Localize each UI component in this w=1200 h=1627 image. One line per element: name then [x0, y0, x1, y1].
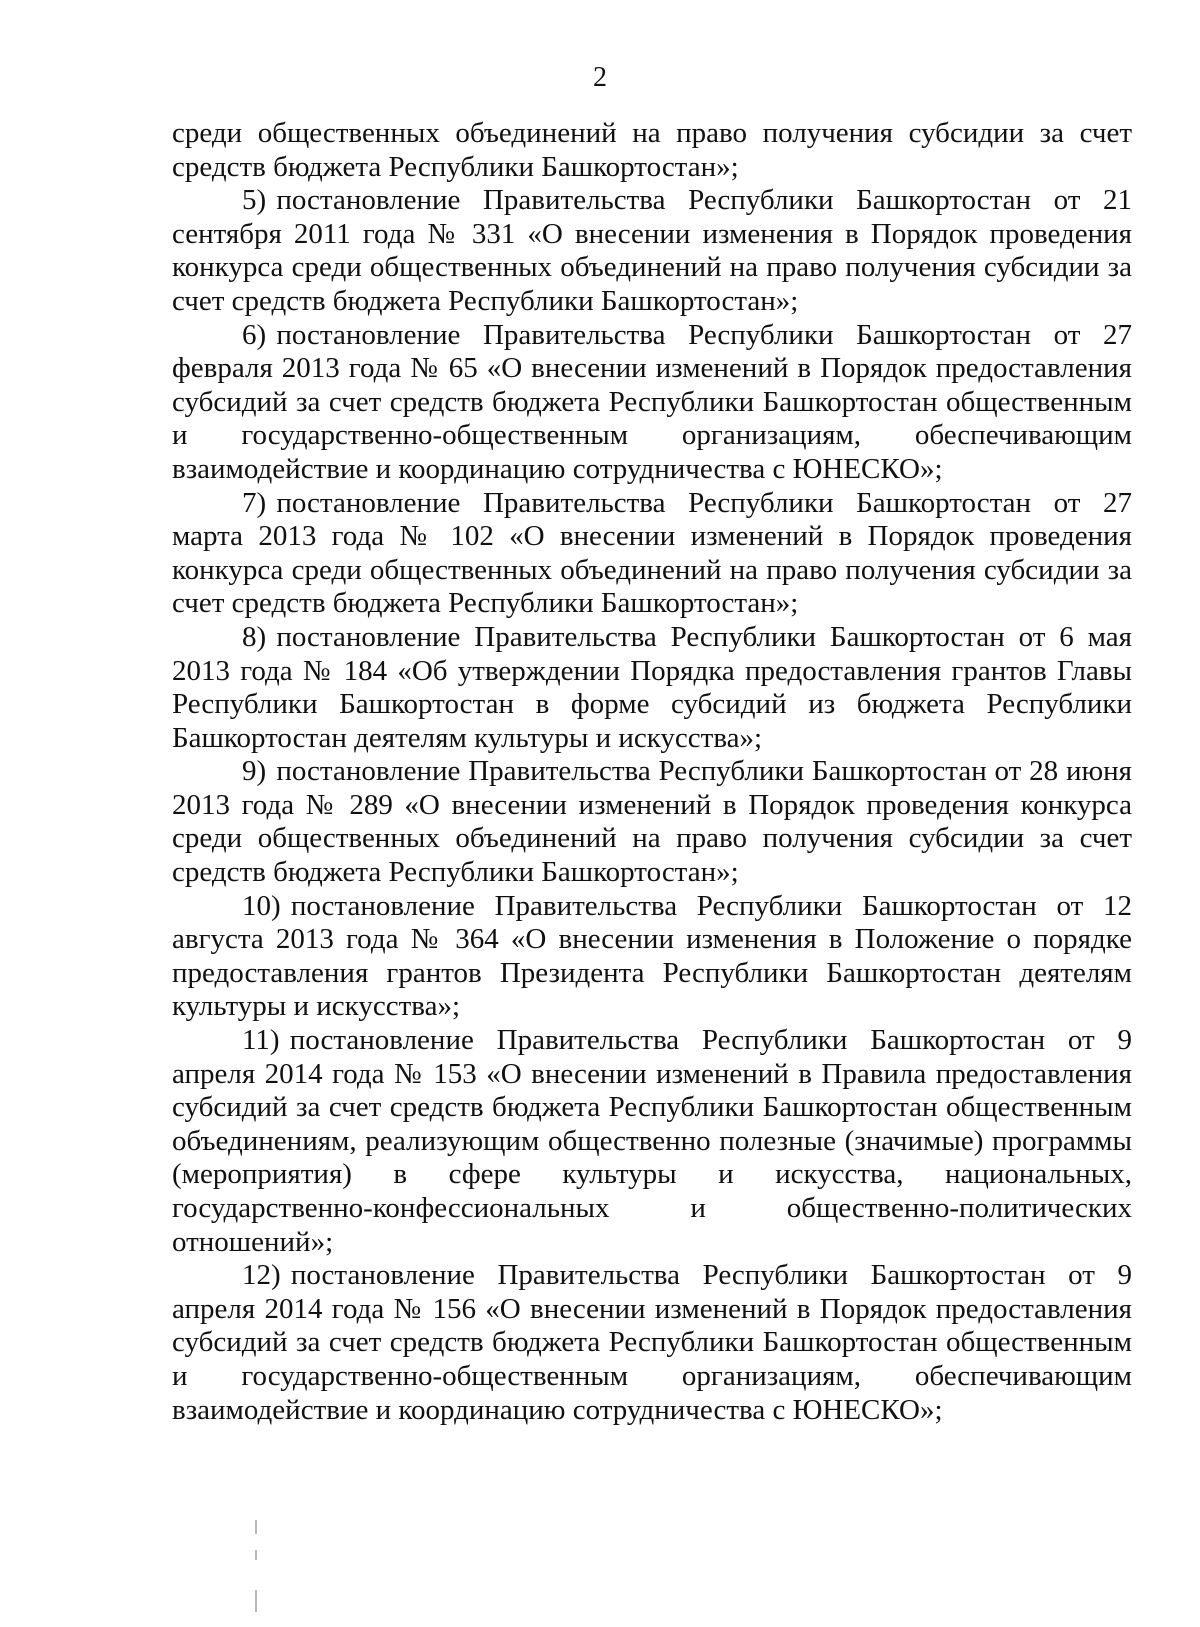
paragraph-text: среди общественных объединений на право получения субсидии за счет средств бюджета Республики Башкортостан»; — [172, 117, 1132, 183]
page-number: 2 — [593, 62, 607, 93]
paragraph-continuation — [172, 117, 1132, 184]
list-item-number: 7) — [242, 486, 267, 519]
scan-mark — [255, 1550, 257, 1560]
list-item-number: 11) — [242, 1024, 280, 1057]
scan-mark — [255, 1590, 257, 1612]
list-item-number: 8) — [242, 620, 267, 653]
document-body — [172, 117, 1132, 1427]
list-item-number: 10) — [242, 889, 281, 922]
list-item-6 — [172, 319, 1132, 487]
list-item-text: постановление Правительства Республики Башкортостан от 28 июня 2013 года № 289 «О внесении изменений в Порядок проведения конкурса среди общественных объединений на право получения субсидии за счет средств бюджета Республики Башкортостан»; — [172, 755, 1132, 889]
list-item-text: постановление Правительства Республики Башкортостан от 6 мая 2013 года № 184 «Об утверждении Порядка предоставления грантов Главы Республики Башкортостан в форме субсидий из бюджета Республики Башкортостан деятелям культуры и искусства»; — [172, 620, 1132, 754]
list-item-9 — [172, 755, 1132, 889]
scan-mark — [255, 1520, 257, 1534]
list-item-text: постановление Правительства Республики Башкортостан от 12 августа 2013 года № 364 «О внесении изменения в Положение о порядке предоставления грантов Президента Республики Башкортостан деятелям культуры и искусства»; — [172, 889, 1132, 1023]
list-item-8 — [172, 621, 1132, 755]
list-item-text: постановление Правительства Республики Башкортостан от 21 сентября 2011 года № 331 «О внесении изменения в Порядок проведения конкурса среди общественных объединений на право получения субсидии за счет средств бюджета Республики Башкортостан»; — [172, 184, 1132, 317]
list-item-5 — [172, 184, 1132, 318]
list-item-7 — [172, 487, 1132, 621]
list-item-text: постановление Правительства Республики Башкортостан от 9 апреля 2014 года № 153 «О внесении изменений в Правила предоставления субсидий за счет средств бюджета Республики Башкортостан общественным объединениям, реализующим общественно полезные (значимые) программы (мероприятия) в сфере культуры и искусства, национальных, государственно-конфессиональных и общественно-политических отношений»; — [172, 1024, 1132, 1258]
list-item-text: постановление Правительства Республики Башкортостан от 27 февраля 2013 года № 65 «О внесении изменений в Порядок предоставления субсидий за счет средств бюджета Республики Башкортостан общественным и государственно-общественным организациям, обеспечивающим взаимодействие и координацию сотрудничества с ЮНЕСКО»; — [172, 318, 1132, 485]
list-item-12 — [172, 1259, 1132, 1427]
list-item-number: 12) — [242, 1259, 281, 1292]
list-item-number: 9) — [242, 755, 267, 788]
list-item-text: постановление Правительства Республики Башкортостан от 9 апреля 2014 года № 156 «О внесении изменений в Порядок предоставления субсидий за счет средств бюджета Республики Башкортостан общественным и государственно-общественным организациям, обеспечивающим взаимодействие и координацию сотрудничества с ЮНЕСКО»; — [172, 1259, 1132, 1426]
list-item-text: постановление Правительства Республики Башкортостан от 27 марта 2013 года № 102 «О внесении изменений в Порядок проведения конкурса среди общественных объединений на право получения субсидии за счет средств бюджета Республики Башкортостан»; — [172, 486, 1132, 620]
list-item-10 — [172, 890, 1132, 1024]
list-item-number: 6) — [242, 318, 267, 351]
list-item-number: 5) — [242, 184, 267, 217]
list-item-11 — [172, 1024, 1132, 1259]
